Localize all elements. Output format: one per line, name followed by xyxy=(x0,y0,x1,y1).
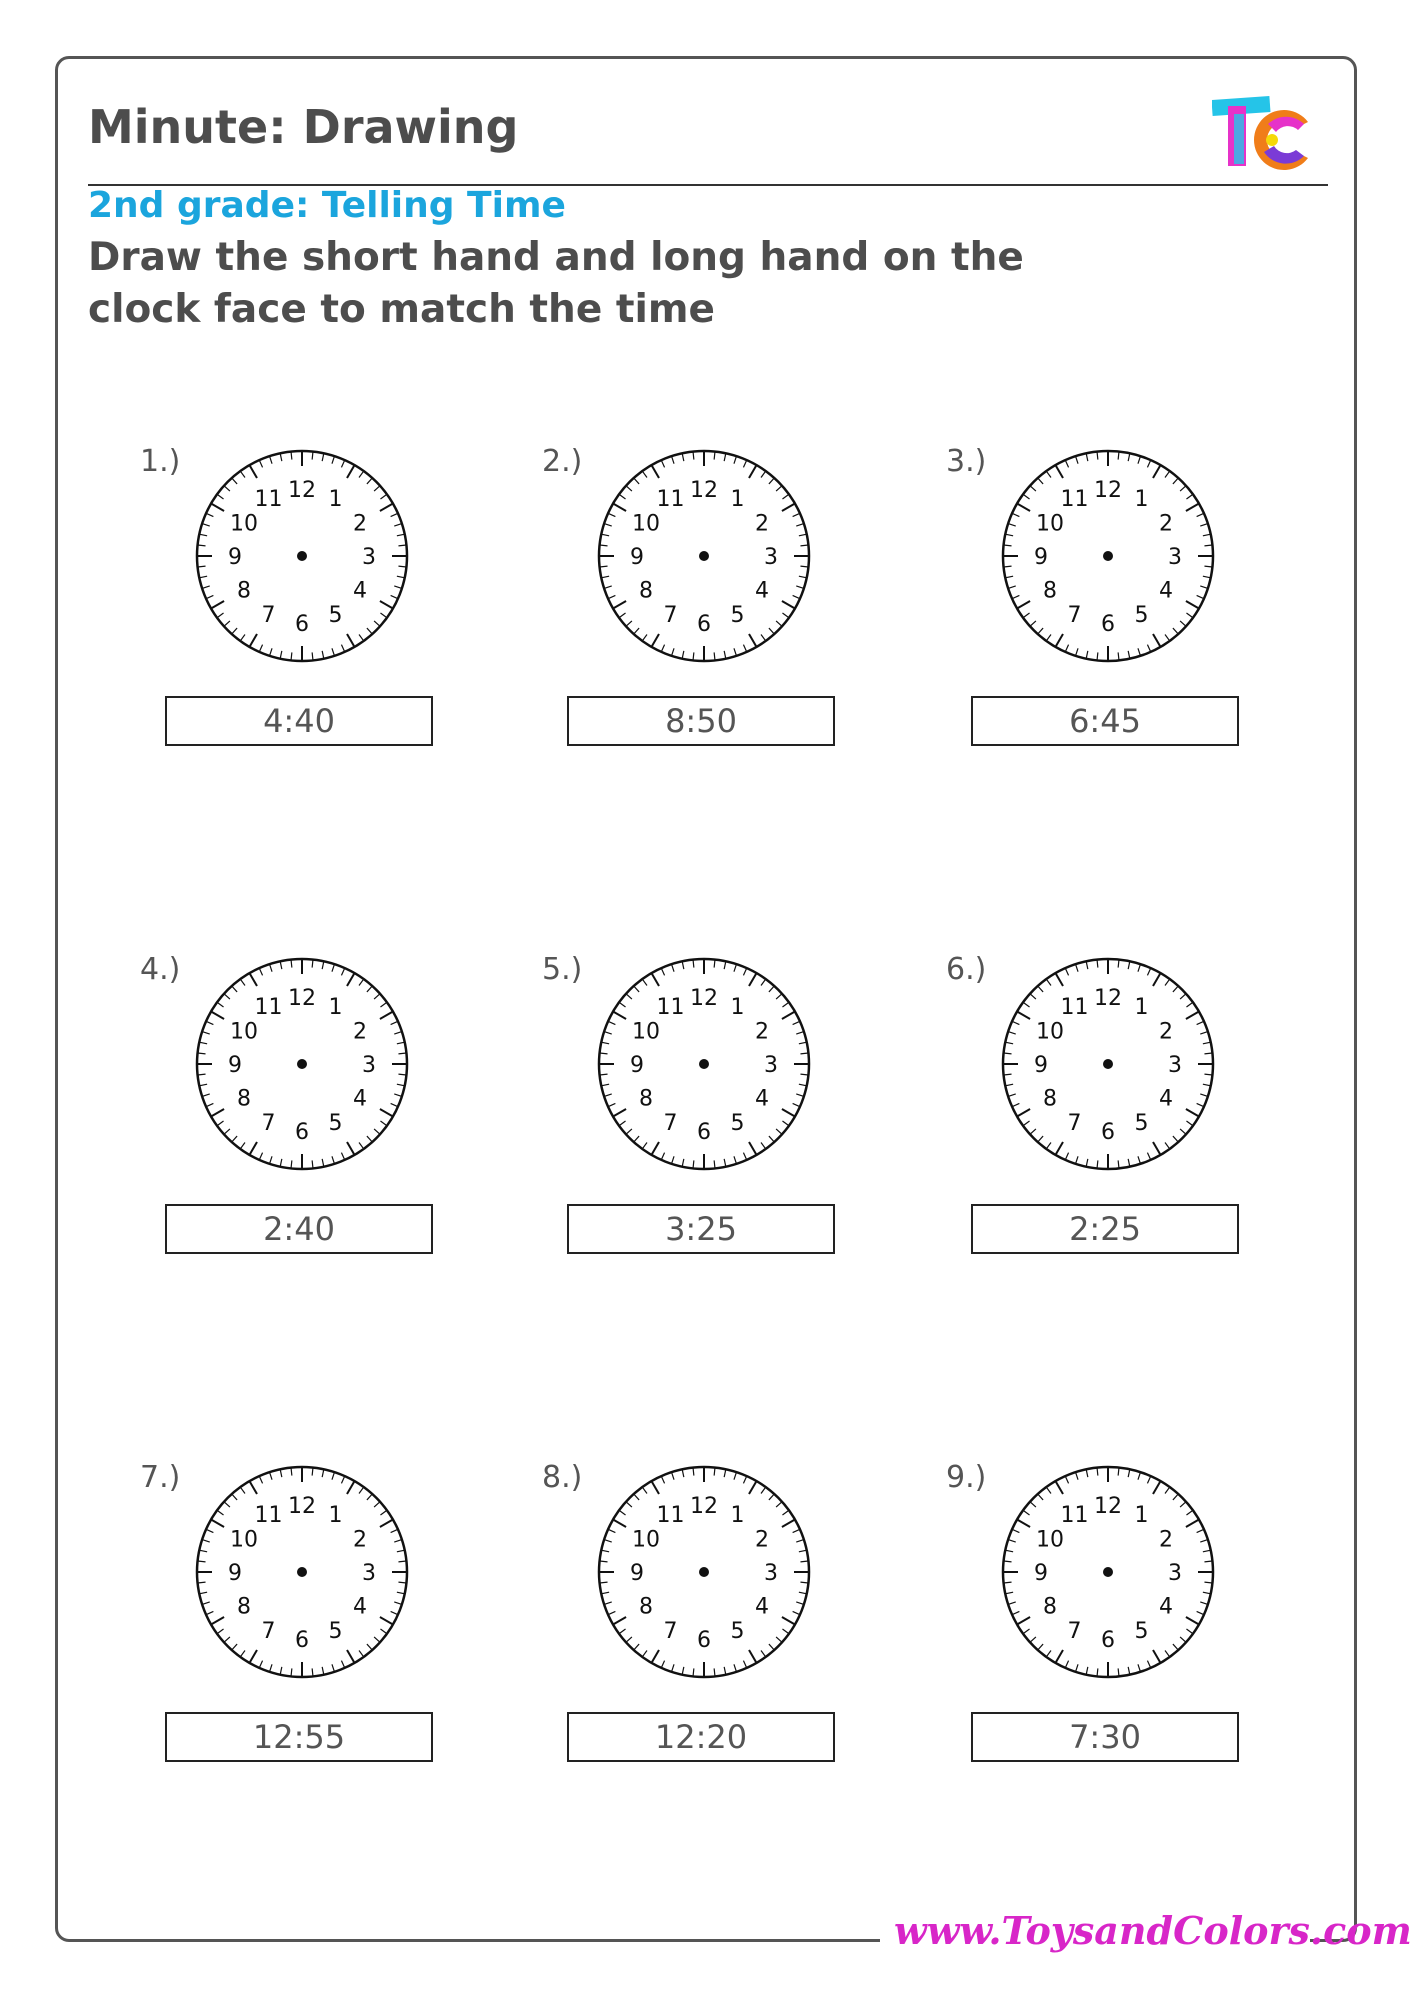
clock-number: 1 xyxy=(730,994,745,1020)
clock-number: 3 xyxy=(362,545,376,570)
clock-number: 11 xyxy=(254,486,283,512)
minute-tick xyxy=(1004,1582,1012,1583)
minute-tick xyxy=(1204,1053,1212,1054)
clock-number: 11 xyxy=(656,486,685,512)
time-label: 2:40 xyxy=(165,1204,433,1254)
clock-number: 6 xyxy=(1101,1120,1115,1145)
minute-tick xyxy=(398,1053,406,1054)
clock-number: 7 xyxy=(663,603,678,629)
problem-6 xyxy=(946,952,1306,1282)
clock-number: 12 xyxy=(690,478,718,503)
clock-number: 12 xyxy=(690,986,718,1011)
minute-tick xyxy=(1097,960,1098,968)
clock-number: 5 xyxy=(1134,1619,1149,1645)
minute-tick xyxy=(693,1160,694,1168)
clock-number: 10 xyxy=(1035,511,1064,537)
clock-number: 11 xyxy=(1060,1502,1089,1528)
time-label: 12:55 xyxy=(165,1712,433,1762)
clock-number: 8 xyxy=(1042,1086,1057,1112)
minute-tick xyxy=(600,1074,608,1075)
clock-number: 3 xyxy=(1168,1053,1182,1078)
clock-number: 2 xyxy=(1159,1527,1174,1553)
minute-tick xyxy=(398,1582,406,1583)
clock-number: 2 xyxy=(755,1019,770,1045)
minute-tick xyxy=(693,452,694,460)
clock-number: 5 xyxy=(730,1111,745,1137)
clock-number: 12 xyxy=(288,1494,316,1519)
minute-tick xyxy=(291,652,292,660)
clock-number: 9 xyxy=(1034,545,1048,570)
minute-tick xyxy=(714,452,715,460)
minute-tick xyxy=(398,1074,406,1075)
minute-tick xyxy=(1004,1053,1012,1054)
minute-tick xyxy=(198,1074,206,1075)
minute-tick xyxy=(693,960,694,968)
clock-number: 8 xyxy=(638,1594,653,1620)
clock-number: 5 xyxy=(328,1111,343,1137)
clock-number: 5 xyxy=(730,1619,745,1645)
problem-8 xyxy=(542,1460,902,1790)
clock-number: 8 xyxy=(1042,578,1057,604)
problem-number: 7.) xyxy=(140,1460,181,1495)
minute-tick xyxy=(800,1074,808,1075)
clock-center-dot xyxy=(297,1059,307,1069)
clock-number: 9 xyxy=(228,1561,242,1586)
minute-tick xyxy=(312,1468,313,1476)
clock-center-dot xyxy=(297,1567,307,1577)
minute-tick xyxy=(1097,1468,1098,1476)
problem-number: 4.) xyxy=(140,952,181,987)
clock-number: 3 xyxy=(1168,1561,1182,1586)
minute-tick xyxy=(714,652,715,660)
minute-tick xyxy=(291,960,292,968)
clock-number: 8 xyxy=(236,1086,251,1112)
clock-number: 10 xyxy=(631,511,660,537)
minute-tick xyxy=(1118,652,1119,660)
clock-number: 11 xyxy=(1060,486,1089,512)
minute-tick xyxy=(1097,652,1098,660)
clock-number: 3 xyxy=(362,1053,376,1078)
clock-number: 5 xyxy=(1134,603,1149,629)
clock-number: 8 xyxy=(236,1594,251,1620)
clock-number: 12 xyxy=(690,1494,718,1519)
grade-subtitle: 2nd grade: Telling Time xyxy=(88,185,566,226)
minute-tick xyxy=(398,545,406,546)
clock-center-dot xyxy=(297,551,307,561)
clock-number: 10 xyxy=(229,1019,258,1045)
clock-number: 7 xyxy=(1067,1619,1082,1645)
page-title: Minute: Drawing xyxy=(88,100,519,154)
time-label: 6:45 xyxy=(971,696,1239,746)
clock-number: 3 xyxy=(764,1561,778,1586)
clock-number: 5 xyxy=(730,603,745,629)
problem-5 xyxy=(542,952,902,1282)
clock-center-dot xyxy=(699,551,709,561)
clock-number: 1 xyxy=(328,994,343,1020)
minute-tick xyxy=(1097,452,1098,460)
time-label: 4:40 xyxy=(165,696,433,746)
problem-9 xyxy=(946,1460,1306,1790)
problem-number: 2.) xyxy=(542,444,583,479)
clock-number: 12 xyxy=(1094,986,1122,1011)
clock-number: 7 xyxy=(261,1619,276,1645)
clock-number: 7 xyxy=(261,603,276,629)
minute-tick xyxy=(1204,1074,1212,1075)
minute-tick xyxy=(312,452,313,460)
minute-tick xyxy=(693,1668,694,1676)
minute-tick xyxy=(800,566,808,567)
toysandcolors-logo xyxy=(1212,94,1318,178)
clock-number: 4 xyxy=(1159,1594,1174,1620)
clock-number: 4 xyxy=(755,1086,770,1112)
minute-tick xyxy=(1004,1561,1012,1562)
instructions: Draw the short hand and long hand on the clock face to match the time xyxy=(88,235,1024,332)
minute-tick xyxy=(312,1668,313,1676)
clock-center-dot xyxy=(1103,551,1113,561)
problem-number: 3.) xyxy=(946,444,987,479)
minute-tick xyxy=(1118,1160,1119,1168)
minute-tick xyxy=(291,1668,292,1676)
minute-tick xyxy=(198,1561,206,1562)
minute-tick xyxy=(312,1160,313,1168)
clock-number: 10 xyxy=(631,1019,660,1045)
minute-tick xyxy=(312,652,313,660)
clock-number: 3 xyxy=(764,545,778,570)
problem-1 xyxy=(140,444,500,774)
minute-tick xyxy=(1004,566,1012,567)
clock-number: 12 xyxy=(288,986,316,1011)
minute-tick xyxy=(800,1561,808,1562)
problem-number: 5.) xyxy=(542,952,583,987)
clock-number: 9 xyxy=(1034,1053,1048,1078)
clock-number: 5 xyxy=(1134,1111,1149,1137)
clock-number: 6 xyxy=(697,1120,711,1145)
clock-number: 12 xyxy=(288,478,316,503)
clock-number: 1 xyxy=(1134,1502,1149,1528)
clock-number: 8 xyxy=(236,578,251,604)
minute-tick xyxy=(1204,566,1212,567)
problem-number: 1.) xyxy=(140,444,181,479)
clock-number: 10 xyxy=(631,1527,660,1553)
minute-tick xyxy=(714,1160,715,1168)
minute-tick xyxy=(291,1160,292,1168)
clock-number: 6 xyxy=(1101,612,1115,637)
clock-number: 8 xyxy=(638,578,653,604)
clock-number: 6 xyxy=(295,1120,309,1145)
clock-number: 6 xyxy=(295,612,309,637)
minute-tick xyxy=(312,960,313,968)
minute-tick xyxy=(1118,1668,1119,1676)
clock-number: 7 xyxy=(261,1111,276,1137)
clock-number: 9 xyxy=(228,1053,242,1078)
clock-number: 12 xyxy=(1094,478,1122,503)
minute-tick xyxy=(198,1053,206,1054)
clock-face[interactable] xyxy=(592,444,816,668)
clock-number: 2 xyxy=(755,511,770,537)
minute-tick xyxy=(1118,960,1119,968)
problem-number: 8.) xyxy=(542,1460,583,1495)
clock-number: 6 xyxy=(697,612,711,637)
minute-tick xyxy=(693,652,694,660)
clock-number: 6 xyxy=(295,1628,309,1653)
clock-number: 9 xyxy=(630,1561,644,1586)
clock-number: 7 xyxy=(1067,1111,1082,1137)
problem-7 xyxy=(140,1460,500,1790)
clock-number: 2 xyxy=(755,1527,770,1553)
clock-number: 9 xyxy=(630,1053,644,1078)
minute-tick xyxy=(600,566,608,567)
clock-number: 4 xyxy=(755,1594,770,1620)
clock-center-dot xyxy=(699,1567,709,1577)
clock-number: 3 xyxy=(362,1561,376,1586)
footer-url[interactable]: www.ToysandColors.com xyxy=(894,1908,1412,1953)
clock-number: 5 xyxy=(328,1619,343,1645)
clock-face[interactable] xyxy=(592,952,816,1176)
clock-number: 1 xyxy=(730,1502,745,1528)
clock-number: 7 xyxy=(663,1111,678,1137)
clock-number: 4 xyxy=(755,578,770,604)
clock-face[interactable] xyxy=(190,1460,414,1684)
minute-tick xyxy=(693,1468,694,1476)
clock-number: 11 xyxy=(656,994,685,1020)
clock-number: 10 xyxy=(1035,1019,1064,1045)
time-label: 2:25 xyxy=(971,1204,1239,1254)
clock-number: 10 xyxy=(229,1527,258,1553)
clock-number: 2 xyxy=(1159,1019,1174,1045)
clock-number: 1 xyxy=(1134,486,1149,512)
time-label: 12:20 xyxy=(567,1712,835,1762)
time-label: 3:25 xyxy=(567,1204,835,1254)
minute-tick xyxy=(714,1468,715,1476)
clock-center-dot xyxy=(1103,1059,1113,1069)
minute-tick xyxy=(1118,1468,1119,1476)
clock-number: 1 xyxy=(1134,994,1149,1020)
time-label: 8:50 xyxy=(567,696,835,746)
problem-2 xyxy=(542,444,902,774)
minute-tick xyxy=(714,1668,715,1676)
clock-number: 1 xyxy=(328,486,343,512)
clock-number: 4 xyxy=(1159,578,1174,604)
minute-tick xyxy=(1204,545,1212,546)
clock-number: 4 xyxy=(353,1086,368,1112)
clock-number: 2 xyxy=(353,511,368,537)
clock-number: 7 xyxy=(663,1619,678,1645)
clock-number: 4 xyxy=(1159,1086,1174,1112)
clock-face[interactable] xyxy=(190,444,414,668)
minute-tick xyxy=(800,545,808,546)
minute-tick xyxy=(800,1582,808,1583)
clock-number: 2 xyxy=(1159,511,1174,537)
clock-number: 8 xyxy=(638,1086,653,1112)
clock-number: 11 xyxy=(254,1502,283,1528)
clock-face[interactable] xyxy=(996,952,1220,1176)
minute-tick xyxy=(398,566,406,567)
minute-tick xyxy=(600,1582,608,1583)
clock-number: 10 xyxy=(229,511,258,537)
minute-tick xyxy=(291,452,292,460)
clock-number: 12 xyxy=(1094,1494,1122,1519)
problem-number: 9.) xyxy=(946,1460,987,1495)
clock-number: 4 xyxy=(353,1594,368,1620)
time-label: 7:30 xyxy=(971,1712,1239,1762)
clock-number: 2 xyxy=(353,1019,368,1045)
minute-tick xyxy=(1118,452,1119,460)
clock-number: 3 xyxy=(1168,545,1182,570)
clock-number: 9 xyxy=(1034,1561,1048,1586)
problem-3 xyxy=(946,444,1306,774)
problem-number: 6.) xyxy=(946,952,987,987)
minute-tick xyxy=(398,1561,406,1562)
minute-tick xyxy=(600,1561,608,1562)
minute-tick xyxy=(1204,1561,1212,1562)
clock-number: 10 xyxy=(1035,1527,1064,1553)
clock-number: 9 xyxy=(630,545,644,570)
clock-number: 1 xyxy=(328,1502,343,1528)
clock-face[interactable] xyxy=(190,952,414,1176)
clock-number: 6 xyxy=(697,1628,711,1653)
minute-tick xyxy=(1204,1582,1212,1583)
clock-number: 8 xyxy=(1042,1594,1057,1620)
minute-tick xyxy=(291,1468,292,1476)
clock-number: 2 xyxy=(353,1527,368,1553)
minute-tick xyxy=(1004,1074,1012,1075)
minute-tick xyxy=(1004,545,1012,546)
problem-4 xyxy=(140,952,500,1282)
clock-center-dot xyxy=(699,1059,709,1069)
clock-number: 1 xyxy=(730,486,745,512)
minute-tick xyxy=(800,1053,808,1054)
minute-tick xyxy=(600,1053,608,1054)
clock-number: 6 xyxy=(1101,1628,1115,1653)
clock-number: 4 xyxy=(353,578,368,604)
clock-number: 11 xyxy=(1060,994,1089,1020)
clock-number: 7 xyxy=(1067,603,1082,629)
clock-number: 11 xyxy=(656,1502,685,1528)
minute-tick xyxy=(1097,1160,1098,1168)
clock-number: 9 xyxy=(228,545,242,570)
clock-number: 3 xyxy=(764,1053,778,1078)
clock-face[interactable] xyxy=(996,444,1220,668)
minute-tick xyxy=(198,566,206,567)
clock-number: 11 xyxy=(254,994,283,1020)
clock-center-dot xyxy=(1103,1567,1113,1577)
minute-tick xyxy=(1097,1668,1098,1676)
minute-tick xyxy=(714,960,715,968)
minute-tick xyxy=(198,545,206,546)
clock-face[interactable] xyxy=(592,1460,816,1684)
clock-face[interactable] xyxy=(996,1460,1220,1684)
minute-tick xyxy=(600,545,608,546)
minute-tick xyxy=(198,1582,206,1583)
clock-number: 5 xyxy=(328,603,343,629)
